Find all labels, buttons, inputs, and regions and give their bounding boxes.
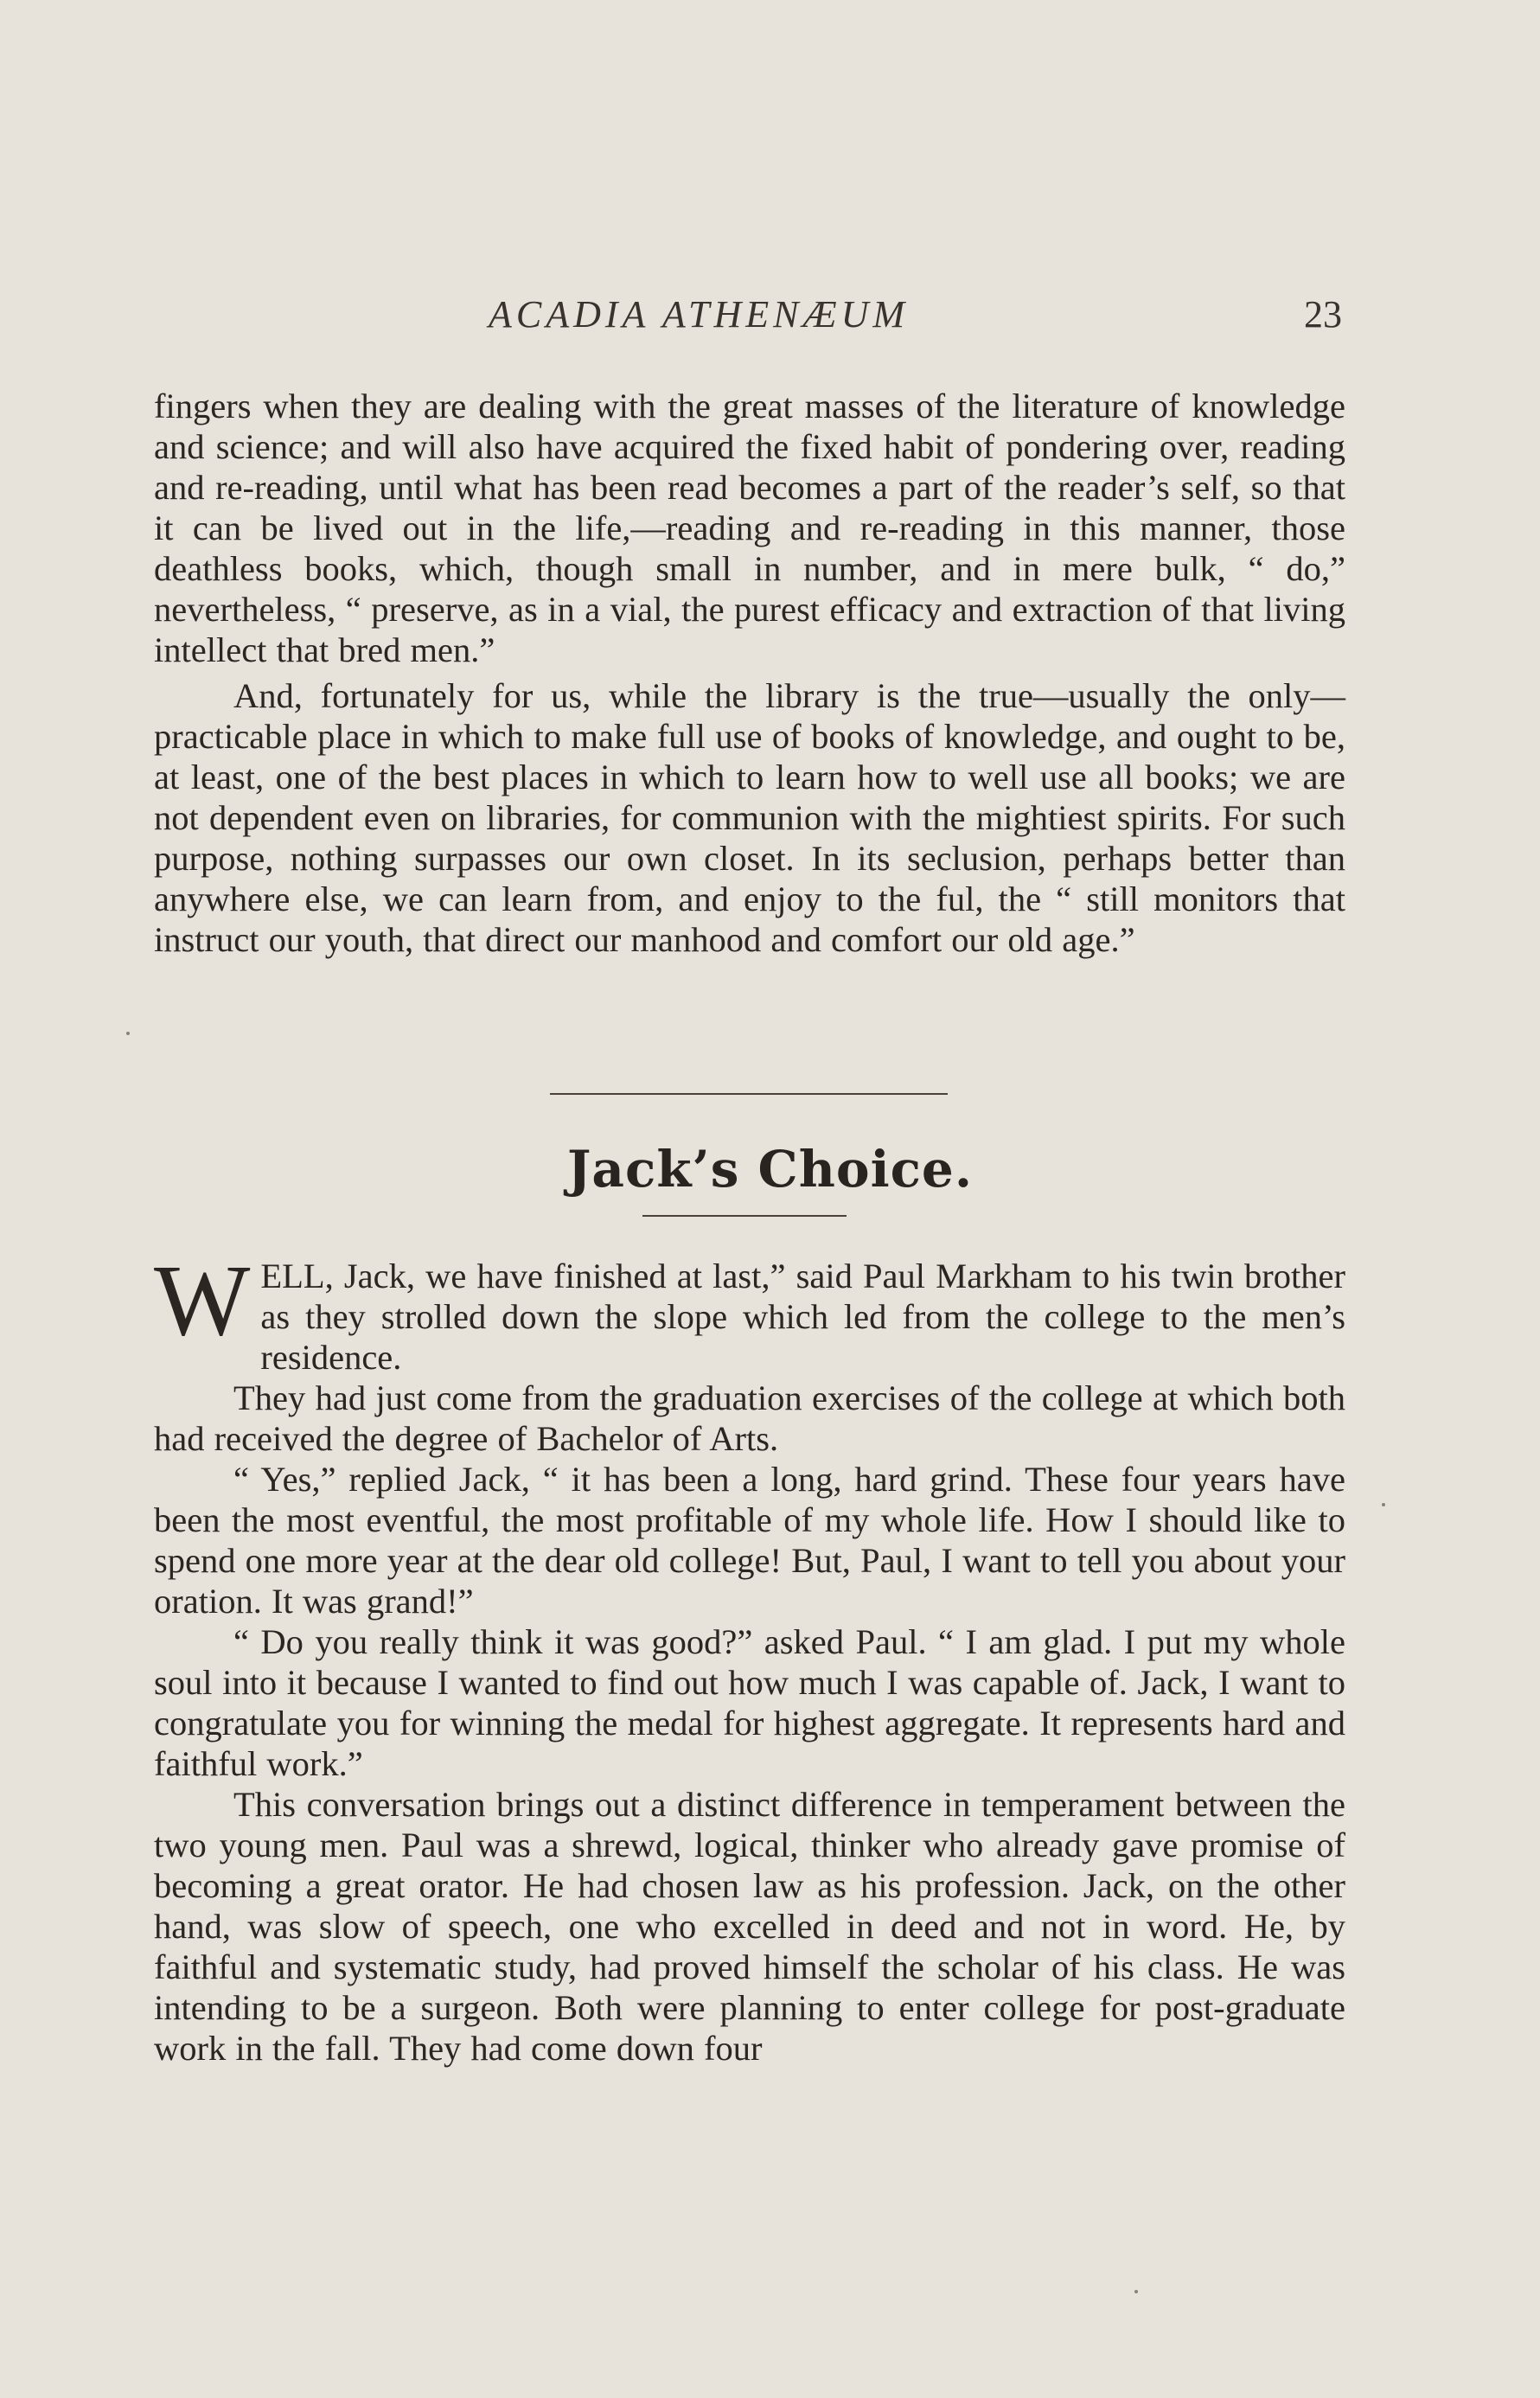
paragraph: They had just come from the graduation exercises of the college at which both had received the degree of Bachelor of Arts. — [154, 1378, 1345, 1458]
section-title: Jack’s Choice. — [566, 1140, 974, 1199]
paper-speck — [1382, 1503, 1385, 1506]
story-opening-paragraph — [154, 1244, 1345, 1378]
paper-speck — [1134, 2290, 1138, 2293]
paper-speck — [126, 1032, 130, 1035]
section-divider — [550, 1093, 948, 1095]
paragraph: “ Do you really think it was good?” asked Paul. “ I am glad. I put my whole soul into it because I wanted to find out how much I was capable of. Jack, I want to congratulate you for winning the medal for highest aggregate. It represents hard and faithful work.” — [154, 1622, 1345, 1783]
paragraph: fingers when they are dealing with the great masses of the literature of knowledge and science; and will also have acquired the fixed habit of pondering over, reading and re-reading, until what has been read becomes a part of the reader’s self, so that it can be lived out in the life,—reading and re-reading in this manner, those deathless books, which, though small in number, and in mere bulk, “ do,” nevertheless, “ preserve, as in a vial, the purest efficacy and extraction of that living intellect that bred men.” — [154, 387, 1345, 669]
paragraph: And, fortunately for us, while the library is the true—usually the only—practicable place in which to make full use of books of knowledge, and ought to be, at least, one of the best places in which to learn how to well use all books; we are not dependent even on libraries, for communion with the mightiest spirits. For such purpose, nothing surpasses our own closet. In its seclusion, perhaps better than anywhere else, we can learn from, and enjoy to the ful, the “ still monitors that instruct our youth, that direct our manhood and comfort our old age.” — [154, 676, 1345, 959]
page-header — [0, 292, 1540, 344]
page-number: 23 — [1304, 293, 1342, 336]
drop-cap: W — [154, 1244, 251, 1357]
running-title: ACADIA ATHENÆUM — [489, 293, 910, 336]
title-underline — [642, 1215, 847, 1217]
story-opening-text: ELL, Jack, we have finished at last,” said Paul Markham to his twin brother as they strolled down the slope which led from the college to the men’s residence. — [260, 1257, 1345, 1377]
article-continuation — [154, 386, 1345, 960]
story-body — [154, 1244, 1345, 2069]
paragraph: This conversation brings out a distinct difference in temperament between the two young men. Paul was a shrewd, logical, thinker who already gave promise of becoming a great orator. He had chosen law as his profession. Jack, on the other hand, was slow of speech, one who excelled in deed and not in word. He, by faithful and systematic study, had proved himself the scholar of his class. He was intending to be a surgeon. Both were planning to enter college for post-graduate work in the fall. They had come down four — [154, 1785, 1345, 2068]
paragraph: “ Yes,” replied Jack, “ it has been a long, hard grind. These four years have been the most eventful, the most profitable of my whole life. How I should like to spend one more year at the dear old college! But, Paul, I want to tell you about your oration. It was grand!” — [154, 1460, 1345, 1621]
